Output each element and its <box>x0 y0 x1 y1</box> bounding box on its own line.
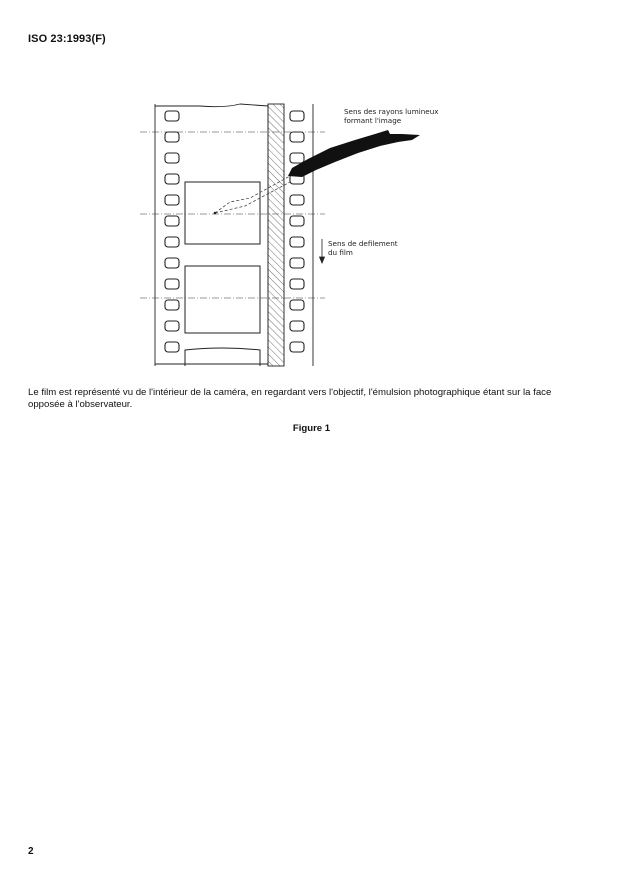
perforations-right <box>290 111 304 352</box>
lens-arrow <box>288 130 420 177</box>
light-label-line2: formant l'image <box>344 116 402 125</box>
image-frames <box>185 182 260 366</box>
direction-label-line2: du film <box>328 248 353 257</box>
direction-label-line1: Sens de defilement <box>328 239 398 248</box>
pressure-plate-hatch <box>268 104 284 366</box>
perforations-left <box>165 111 179 352</box>
figure-title: Figure 1 <box>292 423 331 434</box>
figure-caption: Le film est représenté vu de l'intérieur de la caméra, en regardant vers l'objectif, l'émulsion photographique étant sur la face opposée à l'observateur. <box>28 387 552 410</box>
document-header: ISO 23:1993(F) <box>28 33 106 45</box>
reference-lines <box>140 132 325 298</box>
page-number: 2 <box>28 846 34 857</box>
direction-arrow <box>320 239 325 263</box>
film-diagram <box>130 96 460 376</box>
light-label-line1: Sens des rayons lumineux <box>344 107 439 116</box>
